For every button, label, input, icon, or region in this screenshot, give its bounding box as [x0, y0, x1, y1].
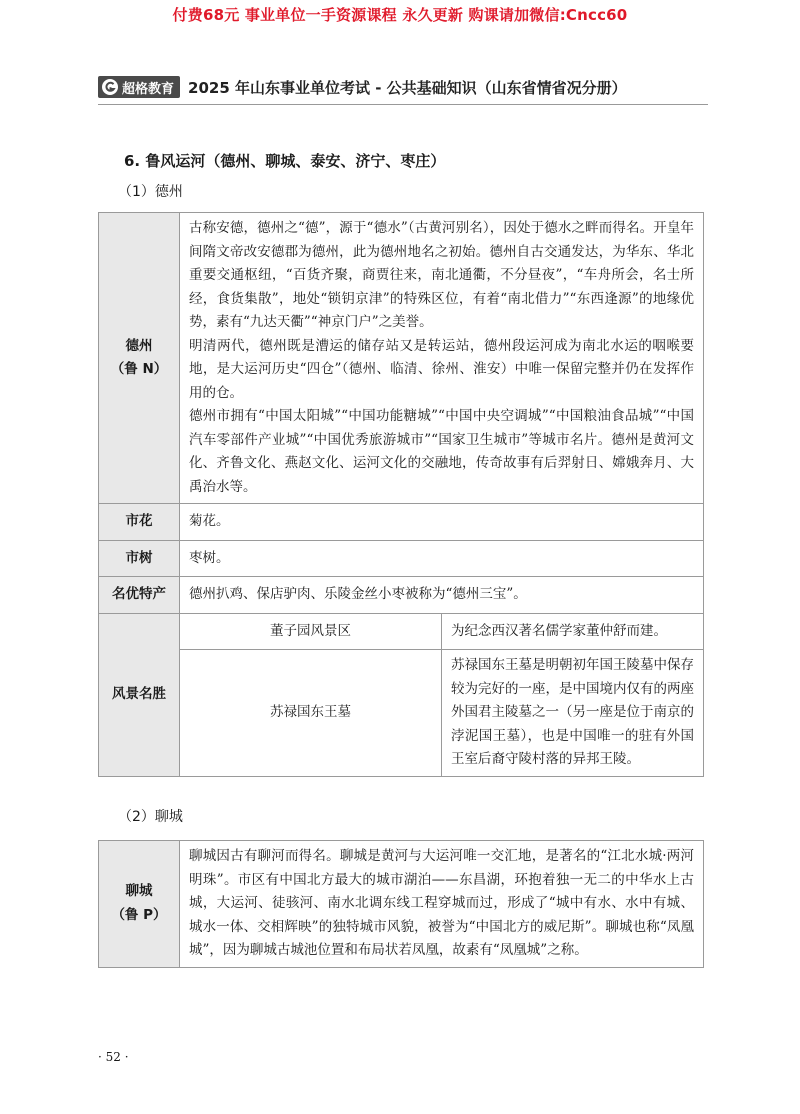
flower-label: 市花	[99, 504, 180, 541]
specialty-label: 名优特产	[99, 577, 180, 614]
city-name-cell	[99, 841, 180, 968]
plate-code: （鲁 P）	[111, 906, 167, 923]
city-description: 聊城因古有聊河而得名。聊城是黄河与大运河唯一交汇地，是著名的“江北水城·两河明珠”。市区有中国北方最大的城市湖泊——东昌湖，环抱着独一无二的中华水上古城，大运河、徒骇河、南水北调东线工程穿城而过，形成了“城中有水、水中有城、城水一体、交相辉映”的独特城市风貌，被誉为“中国北方的威尼斯”。聊城也称“凤凰城”，因为聊城古城池位置和布局状若凤凰，故素有“凤凰城”之称。	[180, 841, 704, 968]
table-row	[99, 540, 704, 577]
city-description	[180, 213, 704, 504]
city-name: 德州	[125, 337, 153, 354]
city-flower: 菊花。	[180, 504, 704, 541]
desc-paragraph: 古称安德，德州之“德”，源于“德水”（古黄河别名），因处于德水之畔而得名。开皇年间隋文帝改安德郡为德州，此为德州地名之初始。德州自古交通发达，为华东、华北重要交通枢纽，“百货齐聚，商贾往来，南北通衢，不分昼夜”，“车舟所会，名士所经，食货集散”，地处“锁钥京津”的特殊区位，有着“南北借力”“东西逢源”的地缘优势，素有“九达天衢”“神京门户”之美誉。	[189, 220, 694, 330]
plate-code: （鲁 N）	[110, 361, 168, 377]
logo-text: 超格教育	[122, 81, 175, 97]
city-name: 聊城	[125, 883, 153, 900]
liaocheng-table	[98, 840, 704, 968]
table-row	[99, 650, 704, 777]
section-title: 6. 鲁风运河（德州、聊城、泰安、济宁、枣庄）	[124, 152, 446, 170]
subtitle-dezhou: （1）德州	[118, 184, 183, 200]
table-row	[99, 841, 704, 968]
page-number: · 52 ·	[98, 1050, 129, 1064]
header-title: 2025 年山东事业单位考试 - 公共基础知识（山东省情省况分册）	[188, 78, 627, 97]
scenic-desc: 苏禄国东王墓是明朝初年国王陵墓中保存较为完好的一座，是中国境内仅有的两座外国君主陵墓之一（另一座是位于南京的浡泥国王墓），也是中国唯一的驻有外国王室后裔守陵村落的异邦王陵。	[442, 650, 704, 777]
brand-logo	[98, 76, 180, 98]
city-specialty: 德州扒鸡、保店驴肉、乐陵金丝小枣被称为“德州三宝”。	[180, 577, 704, 614]
page-header	[98, 74, 708, 100]
top-banner: 付费68元 事业单位一手资源课程 永久更新 购课请加微信:Cncc60	[172, 6, 628, 24]
table-row	[99, 213, 704, 504]
scenic-desc: 为纪念西汉著名儒学家董仲舒而建。	[442, 613, 704, 650]
city-name-cell	[99, 213, 180, 504]
logo-icon	[102, 79, 118, 95]
table-row	[99, 504, 704, 541]
scenic-name: 苏禄国东王墓	[180, 650, 442, 777]
tree-label: 市树	[99, 540, 180, 577]
scenic-label: 风景名胜	[99, 613, 180, 776]
table-row	[99, 577, 704, 614]
scenic-name: 董子园风景区	[180, 613, 442, 650]
dezhou-table	[98, 212, 704, 777]
header-divider	[98, 104, 708, 105]
desc-paragraph: 明清两代，德州既是漕运的储存站又是转运站，德州段运河成为南北水运的咽喉要地，是大运河历史“四仓”（德州、临清、徐州、淮安）中唯一保留完整并仍在发挥作用的仓。	[189, 337, 694, 401]
table-row	[99, 613, 704, 650]
desc-paragraph: 德州市拥有“中国太阳城”“中国功能糖城”“中国中央空调城”“中国粮油食品城”“中国汽车零部件产业城”“中国优秀旅游城市”“国家卫生城市”等城市名片。德州是黄河文化、齐鲁文化、燕赵文化、运河文化的交融地，传奇故事有后羿射日、嫦娥奔月、大禹治水等。	[189, 408, 694, 495]
subtitle-liaocheng: （2）聊城	[118, 809, 183, 825]
city-tree: 枣树。	[180, 540, 704, 577]
